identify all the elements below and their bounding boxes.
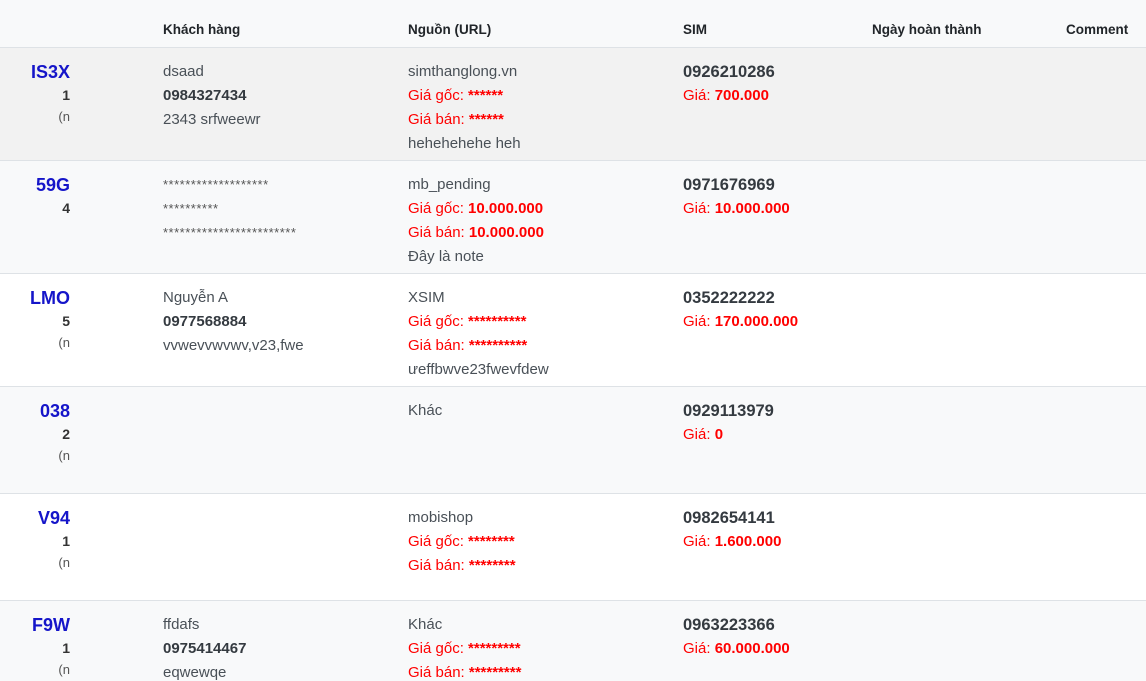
customer-phone: 0977568884	[163, 313, 247, 330]
sim-price-value: 0	[714, 426, 724, 443]
table-row[interactable]	[0, 274, 1146, 387]
order-note: n)	[58, 662, 70, 677]
sim-number: 0971676969	[683, 176, 775, 194]
source-cell	[408, 286, 668, 382]
sale-price-label: Giá bán:	[408, 664, 469, 681]
sale-price-value: 10.000.000	[468, 224, 544, 241]
cost-price	[408, 84, 668, 108]
sale-price-label: Giá bán:	[408, 224, 469, 241]
customer-name: Nguyễn A	[163, 289, 229, 306]
order-code-link[interactable]: 59G	[35, 175, 70, 195]
table-row[interactable]	[0, 161, 1146, 274]
table-row[interactable]	[0, 601, 1146, 681]
sim-number: 0963223366	[683, 616, 775, 634]
order-id-cell	[0, 506, 70, 574]
cost-price-label: Giá gốc:	[408, 533, 469, 550]
source-name: Khác	[408, 616, 443, 633]
order-note: n)	[58, 109, 70, 124]
sim-price-value: 10.000.000	[714, 200, 790, 217]
customer-name: ffdafs	[163, 616, 200, 633]
sale-price-value: *********	[468, 664, 522, 681]
sale-price-value: ********	[468, 557, 516, 574]
sim-price-value: 700.000	[714, 87, 769, 104]
cost-price-label: Giá gốc:	[408, 640, 469, 657]
source-cell	[408, 60, 668, 156]
table-row[interactable]	[0, 494, 1146, 601]
sim-cell	[683, 399, 863, 447]
sim-price	[683, 423, 863, 447]
order-code-link[interactable]: LMO	[30, 288, 70, 308]
sim-number: 0926210286	[683, 63, 775, 81]
order-id-cell	[0, 613, 70, 681]
header-completed-date[interactable]: Ngày hoàn thành	[872, 22, 982, 37]
customer-cell	[163, 613, 393, 681]
sim-price-value: 60.000.000	[714, 640, 790, 657]
source-note: Đây là note	[408, 248, 484, 265]
source-name: mb_pending	[408, 176, 491, 193]
source-name: XSIM	[408, 289, 445, 306]
sim-number: 0929113979	[683, 402, 774, 420]
cost-price	[408, 197, 668, 221]
sim-number: 0982654141	[683, 509, 775, 527]
order-index: 1	[62, 87, 70, 103]
sim-price-value: 1.600.000	[714, 533, 782, 550]
customer-phone: **********	[163, 201, 219, 216]
customer-address: ************************	[163, 225, 297, 240]
cost-price-label: Giá gốc:	[408, 200, 469, 217]
customer-phone: 0975414467	[163, 640, 247, 657]
order-index: 1	[62, 640, 70, 656]
sim-price	[683, 637, 863, 661]
sale-price-label: Giá bán:	[408, 337, 469, 354]
sim-price	[683, 197, 863, 221]
sim-price-label: Giá:	[683, 200, 715, 217]
source-note: ưeffbwve23fwevfdew	[408, 361, 549, 378]
order-note: n)	[58, 335, 70, 350]
cost-price-value: *********	[468, 640, 521, 657]
sim-price-label: Giá:	[683, 426, 715, 443]
order-note: n)	[58, 555, 70, 570]
source-name: mobishop	[408, 509, 474, 526]
source-name: simthanglong.vn	[408, 63, 518, 80]
sale-price-value: **********	[468, 337, 528, 354]
cost-price-value: 10.000.000	[468, 200, 544, 217]
table-header	[0, 0, 1146, 48]
order-index: 2	[62, 426, 70, 442]
order-id-cell	[0, 399, 70, 467]
customer-address: eqwewqe	[163, 664, 227, 681]
sale-price	[408, 554, 668, 578]
customer-cell	[163, 60, 393, 132]
sale-price-label: Giá bán:	[408, 111, 469, 128]
sim-price	[683, 530, 863, 554]
sale-price	[408, 661, 668, 681]
customer-cell	[163, 286, 393, 358]
source-cell	[408, 399, 668, 423]
customer-address: 2343 srfweewr	[163, 111, 261, 128]
sale-price	[408, 221, 668, 245]
source-cell	[408, 506, 668, 578]
table-row[interactable]	[0, 48, 1146, 161]
order-id-cell	[0, 173, 70, 219]
sim-cell	[683, 286, 863, 334]
sim-price	[683, 310, 863, 334]
cost-price-value: ********	[468, 533, 515, 550]
source-cell	[408, 173, 668, 269]
header-comment[interactable]: Comment	[1066, 22, 1129, 37]
order-index: 5	[62, 313, 70, 329]
customer-phone: 0984327434	[163, 87, 247, 104]
sale-price-label: Giá bán:	[408, 557, 469, 574]
sale-price	[408, 334, 668, 358]
order-index: 1	[62, 533, 70, 549]
sim-cell	[683, 60, 863, 108]
sim-price	[683, 84, 863, 108]
order-index: 4	[62, 200, 70, 216]
cost-price-label: Giá gốc:	[408, 313, 469, 330]
order-code-link[interactable]: F9W	[32, 615, 70, 635]
order-code-link[interactable]: V94	[37, 508, 70, 528]
sale-price	[408, 108, 668, 132]
sim-number: 0352222222	[683, 289, 775, 307]
sale-price-value: ******	[468, 111, 504, 128]
cost-price-value: **********	[468, 313, 527, 330]
customer-name: *******************	[163, 177, 269, 192]
sim-price-label: Giá:	[683, 87, 715, 104]
order-code-link[interactable]: IS3X	[30, 62, 70, 82]
sim-price-label: Giá:	[683, 313, 715, 330]
order-note: n)	[58, 448, 70, 463]
table-row[interactable]	[0, 387, 1146, 494]
source-note: hehehehehe heh	[408, 135, 521, 152]
header-sim[interactable]: SIM	[683, 22, 708, 37]
customer-name: dsaad	[163, 63, 204, 80]
cost-price-label: Giá gốc:	[408, 87, 469, 104]
cost-price	[408, 310, 668, 334]
header-source[interactable]: Nguồn (URL)	[408, 22, 492, 37]
sim-price-label: Giá:	[683, 533, 715, 550]
source-cell	[408, 613, 668, 681]
order-id-cell	[0, 60, 70, 128]
sim-cell	[683, 173, 863, 221]
cost-price	[408, 530, 668, 554]
sim-price-value: 170.000.000	[714, 313, 799, 330]
order-code-link[interactable]: 038	[39, 401, 70, 421]
cost-price-value: ******	[468, 87, 504, 104]
cost-price	[408, 637, 668, 661]
header-customer[interactable]: Khách hàng	[163, 22, 241, 37]
sim-cell	[683, 506, 863, 554]
source-name: Khác	[408, 402, 443, 419]
sim-cell	[683, 613, 863, 661]
customer-cell	[163, 173, 393, 245]
sim-price-label: Giá:	[683, 640, 715, 657]
order-id-cell	[0, 286, 70, 354]
customer-address: vvwevvwvwv,v23,fwe	[163, 337, 304, 354]
